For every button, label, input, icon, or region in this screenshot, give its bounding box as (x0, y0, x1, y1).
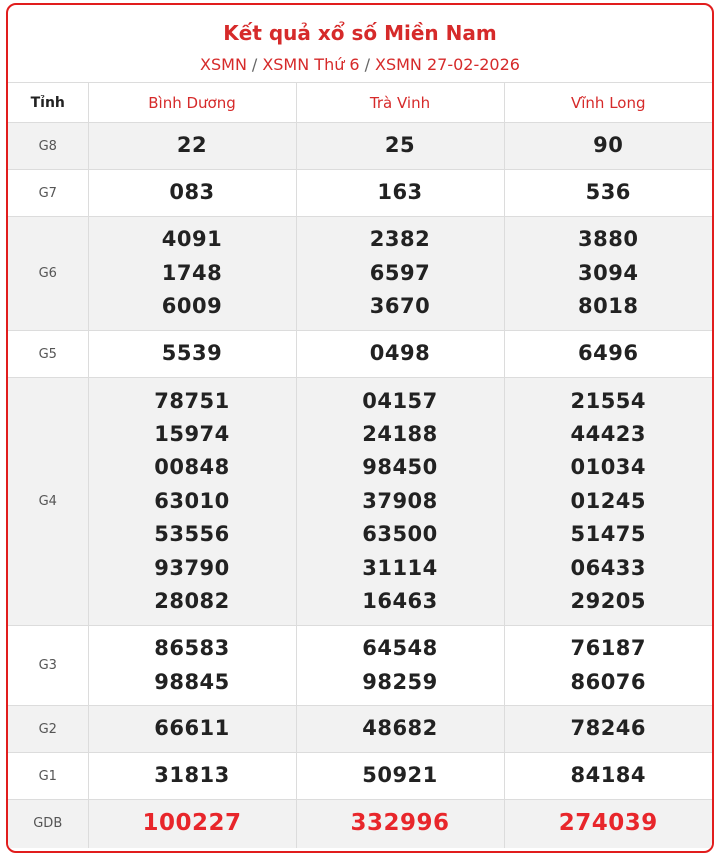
breadcrumb-date-link[interactable]: XSMN 27-02-2026 (375, 55, 520, 74)
province-name[interactable]: Trà Vinh (296, 83, 504, 123)
result-cell (88, 331, 296, 378)
result-number: 24188 (362, 421, 438, 446)
result-cell (296, 170, 504, 217)
page-title: Kết quả xổ số Miền Nam (223, 21, 497, 45)
result-number: 8018 (578, 294, 639, 319)
result-cell (88, 217, 296, 331)
result-cell (296, 626, 504, 706)
breadcrumb (8, 55, 712, 75)
province-column-header: Tỉnh (8, 83, 88, 123)
result-number: 01034 (570, 455, 647, 480)
result-number: 84184 (570, 763, 647, 788)
result-number: 3670 (369, 294, 431, 319)
result-number: 21554 (570, 388, 647, 413)
prize-label: G6 (8, 217, 88, 331)
result-number: 76187 (570, 636, 647, 661)
result-number: 66611 (154, 716, 230, 741)
result-number: 274039 (558, 810, 658, 837)
breadcrumb-xsmn-link[interactable]: XSMN (200, 55, 247, 74)
province-name[interactable]: Vĩnh Long (504, 83, 712, 123)
result-number: 536 (585, 180, 631, 205)
result-number: 083 (169, 180, 215, 205)
results-table (8, 82, 712, 848)
result-cell (504, 706, 712, 753)
prize-label: G2 (8, 706, 88, 753)
result-number: 50921 (362, 763, 438, 788)
result-cell (296, 378, 504, 626)
result-number: 98845 (154, 669, 230, 694)
results-body (8, 123, 712, 848)
prize-row (8, 170, 712, 217)
result-number: 100227 (142, 810, 242, 837)
result-number: 48682 (362, 716, 438, 741)
result-number: 01245 (570, 488, 647, 513)
result-number: 6009 (161, 294, 223, 319)
result-cell (504, 378, 712, 626)
result-number: 78751 (154, 388, 230, 413)
result-cell (88, 378, 296, 626)
prize-label: G5 (8, 331, 88, 378)
result-number: 332996 (350, 810, 450, 837)
result-cell (504, 123, 712, 170)
result-number: 06433 (570, 555, 647, 580)
result-cell (296, 331, 504, 378)
breadcrumb-weekday-link[interactable]: XSMN Thứ 6 (262, 55, 360, 74)
result-cell (88, 706, 296, 753)
prize-row (8, 706, 712, 753)
breadcrumb-separator: / (364, 55, 370, 74)
result-number: 64548 (362, 636, 438, 661)
result-number: 29205 (570, 589, 647, 614)
result-number: 86076 (570, 669, 647, 694)
result-number: 78246 (570, 716, 647, 741)
result-number: 4091 (161, 227, 223, 252)
result-number: 51475 (570, 522, 647, 547)
result-number: 86583 (154, 636, 230, 661)
prize-row (8, 331, 712, 378)
special-prize-cell (504, 800, 712, 848)
prize-label: G3 (8, 626, 88, 706)
result-number: 04157 (362, 388, 438, 413)
prize-row (8, 217, 712, 331)
result-number: 00848 (154, 455, 230, 480)
table-header-row (8, 83, 712, 123)
result-cell (504, 626, 712, 706)
result-cell (296, 217, 504, 331)
result-number: 93790 (154, 555, 230, 580)
results-header (8, 5, 712, 82)
result-number: 25 (384, 133, 416, 158)
result-number: 0498 (369, 341, 431, 366)
result-number: 98450 (362, 455, 438, 480)
result-cell (296, 123, 504, 170)
result-number: 16463 (362, 589, 438, 614)
result-number: 5539 (161, 341, 223, 366)
result-number: 63010 (154, 488, 230, 513)
result-number: 163 (377, 180, 423, 205)
result-cell (88, 626, 296, 706)
prize-row (8, 378, 712, 626)
result-cell (504, 753, 712, 800)
result-number: 2382 (369, 227, 431, 252)
result-cell (88, 123, 296, 170)
prize-row (8, 626, 712, 706)
result-number: 22 (176, 133, 208, 158)
result-number: 31813 (154, 763, 230, 788)
result-number: 63500 (362, 522, 438, 547)
prize-row (8, 800, 712, 848)
result-number: 44423 (570, 421, 647, 446)
prize-row (8, 123, 712, 170)
special-prize-cell (296, 800, 504, 848)
result-cell (88, 170, 296, 217)
prize-row (8, 753, 712, 800)
result-cell (296, 706, 504, 753)
prize-label: G4 (8, 378, 88, 626)
province-name[interactable]: Bình Dương (88, 83, 296, 123)
prize-label: G8 (8, 123, 88, 170)
result-number: 53556 (154, 522, 230, 547)
result-cell (296, 753, 504, 800)
result-number: 98259 (362, 669, 438, 694)
result-number: 31114 (362, 555, 438, 580)
result-number: 90 (593, 133, 624, 158)
result-cell (504, 331, 712, 378)
result-number: 6597 (369, 260, 431, 285)
result-number: 1748 (161, 260, 223, 285)
result-number: 6496 (578, 341, 639, 366)
special-prize-cell (88, 800, 296, 848)
result-cell (88, 753, 296, 800)
result-cell (504, 170, 712, 217)
results-card (6, 3, 714, 853)
prize-label: G7 (8, 170, 88, 217)
result-number: 3880 (578, 227, 639, 252)
breadcrumb-separator: / (251, 55, 258, 74)
result-number: 28082 (154, 589, 230, 614)
result-cell (504, 217, 712, 331)
result-number: 37908 (362, 488, 438, 513)
prize-label: GDB (8, 800, 88, 848)
result-number: 3094 (578, 260, 639, 285)
result-number: 15974 (154, 421, 230, 446)
prize-label: G1 (8, 753, 88, 800)
